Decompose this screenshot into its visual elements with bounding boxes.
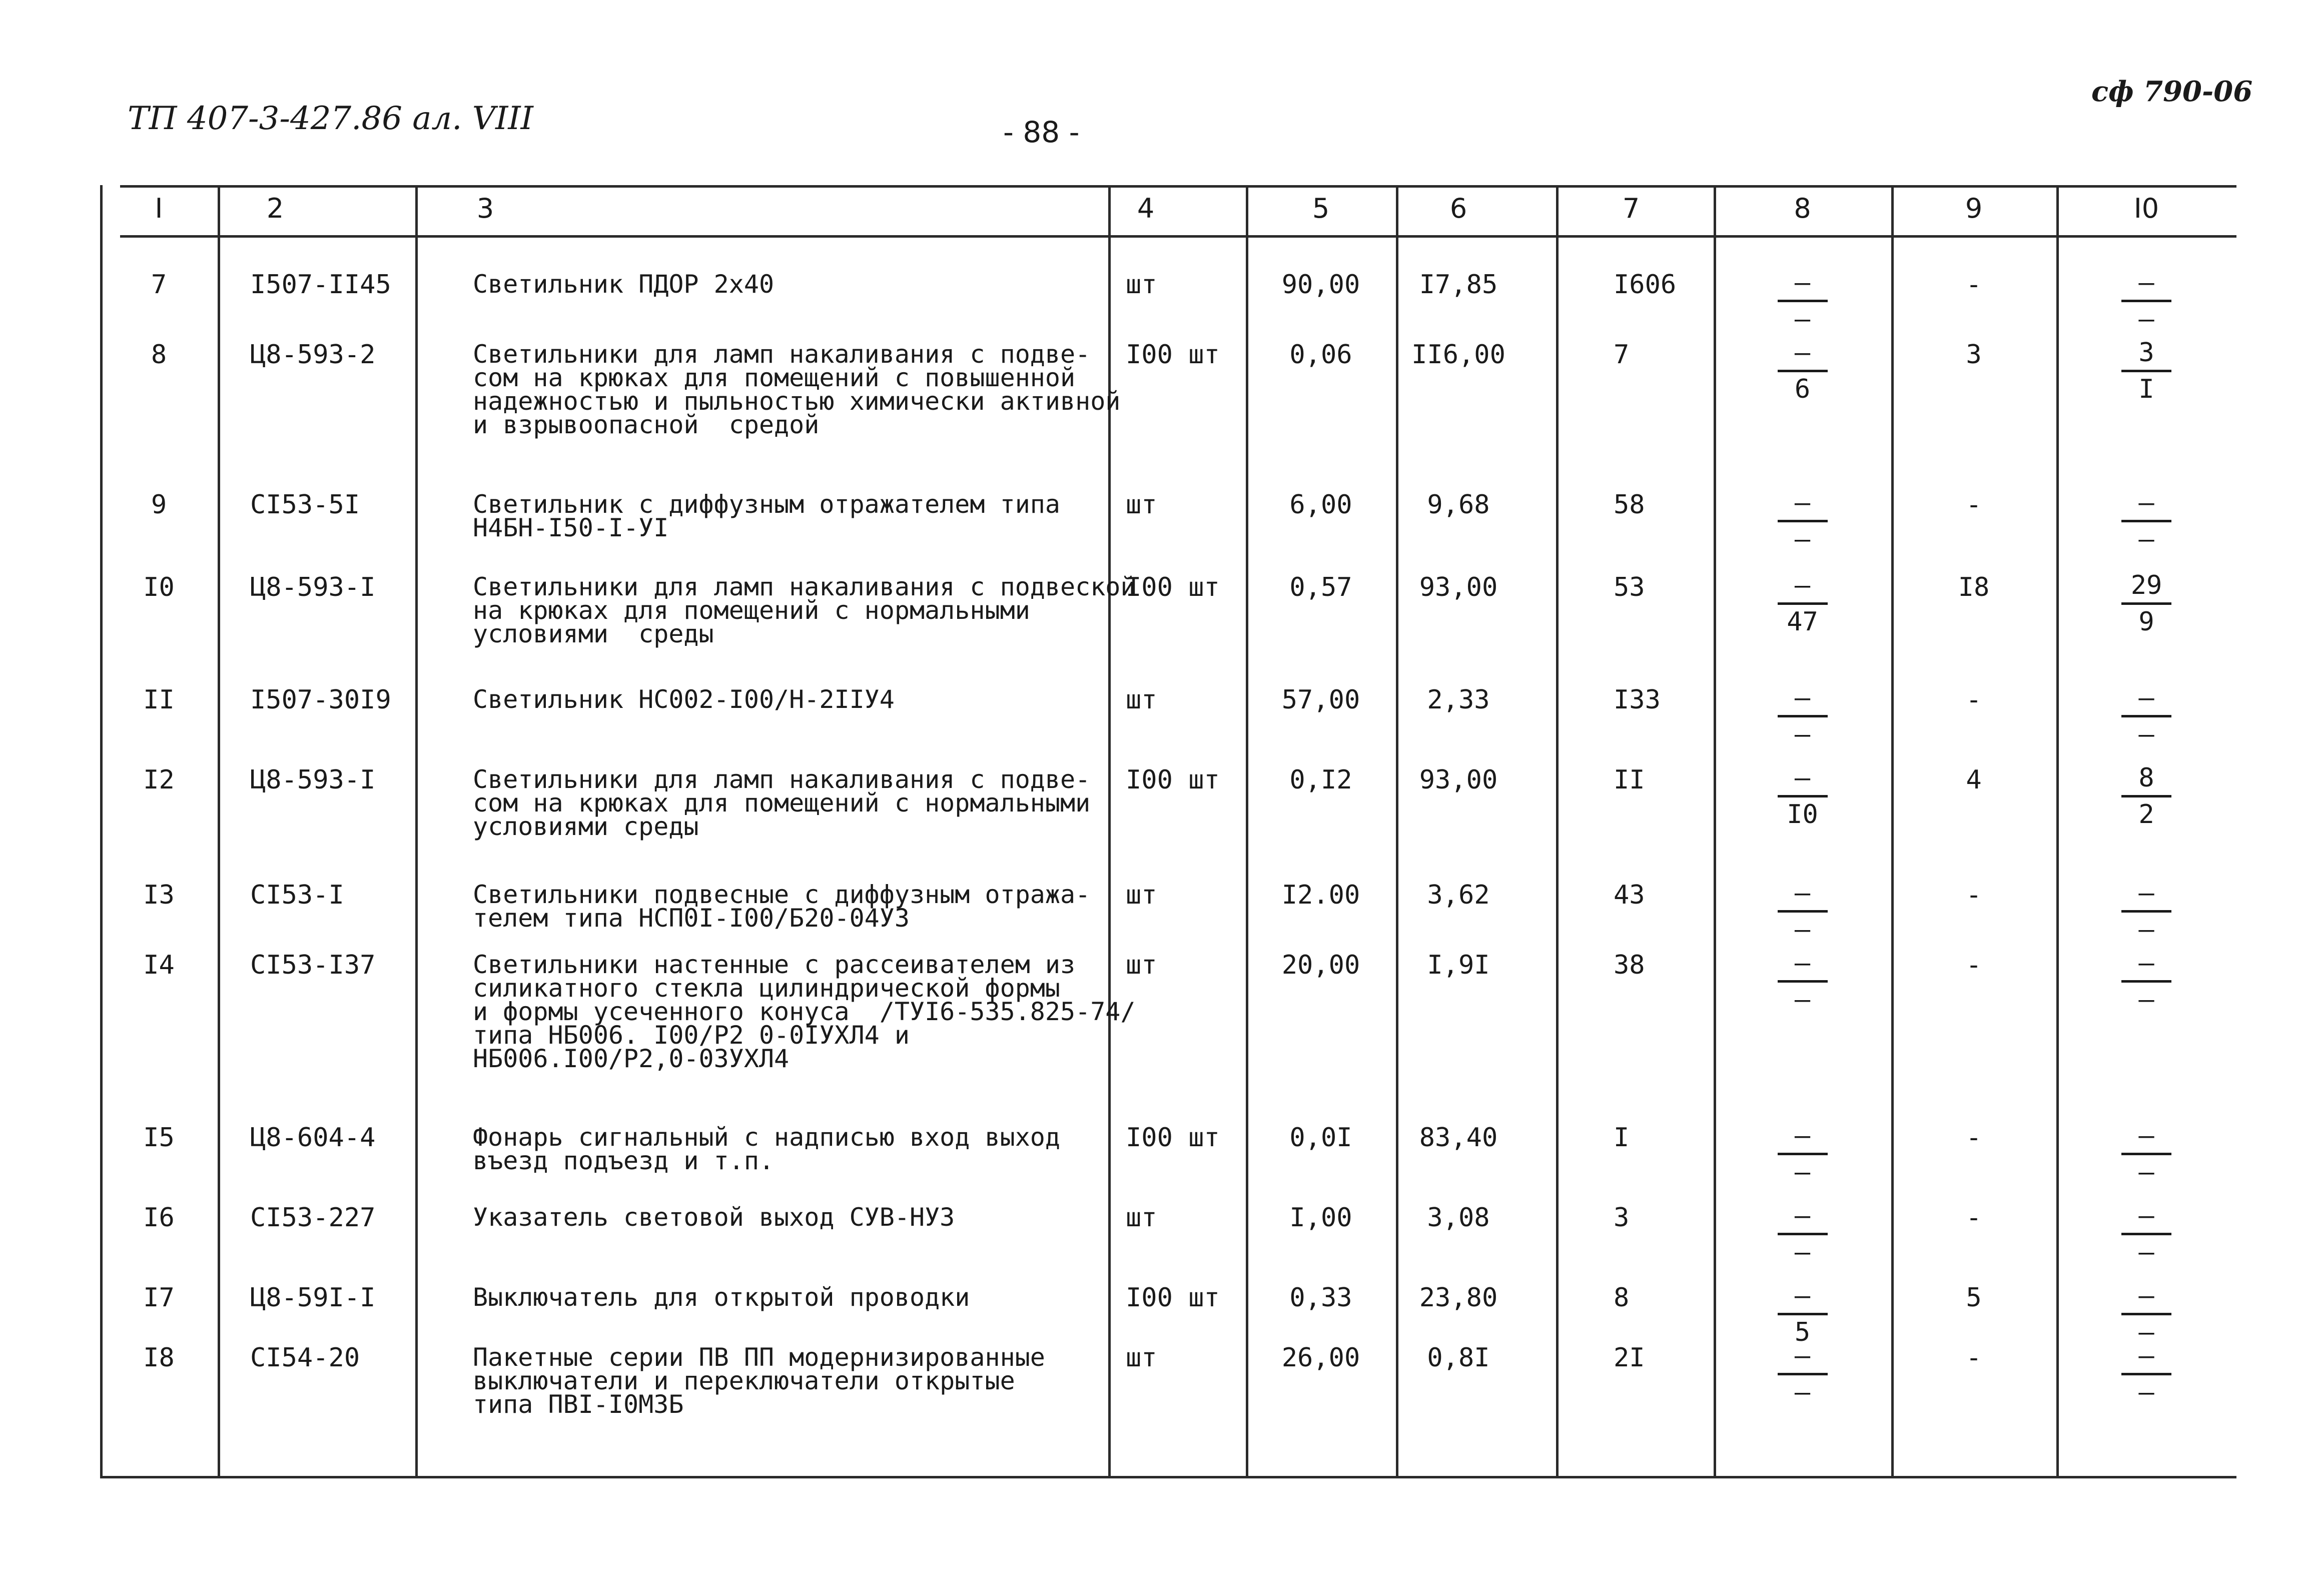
fraction-bar: [2121, 1233, 2171, 1235]
item-description: Пакетные серии ПВ ПП модернизированные выключатели и переключатели открытые типа ПВI-I0М3Б: [473, 1343, 1045, 1419]
fraction-numerator: —: [1794, 570, 1811, 600]
fraction-bar: [2121, 1373, 2171, 1375]
unit: шт: [1126, 1343, 1157, 1373]
fraction-denominator: —: [1794, 1157, 1811, 1187]
column-header: 4: [1137, 193, 1155, 224]
column-divider: [218, 185, 220, 1478]
fraction-denominator: 2: [2138, 800, 2154, 830]
fraction-numerator: —: [1794, 948, 1811, 978]
fraction-bar: [2121, 602, 2171, 605]
column-9-value: -: [1966, 270, 1982, 300]
row-number: 8: [151, 340, 167, 370]
column-10-fraction: [2056, 1201, 2236, 1267]
column-9-value: 3: [1966, 340, 1982, 370]
fraction-numerator: —: [2138, 1121, 2154, 1151]
fraction-numerator: —: [1794, 878, 1811, 908]
fraction-bar: [1778, 1153, 1828, 1155]
column-8-fraction: [1714, 338, 1891, 404]
item-code: Ц8-593-2: [250, 340, 376, 370]
price-value: 57,00: [1281, 685, 1360, 715]
column-10-fraction: [2056, 683, 2236, 749]
fraction-bar: [1778, 370, 1828, 372]
price-value: 26,00: [1281, 1343, 1360, 1373]
total-value: 53: [1614, 572, 1645, 602]
quantity-value: 93,00: [1419, 572, 1498, 602]
price-value: 0,0I: [1289, 1123, 1352, 1153]
item-description: Светильники для ламп накаливания с подвеской на крюках для помещений с нормальными условиями среды: [473, 572, 1136, 648]
price-value: 0,33: [1289, 1283, 1352, 1313]
item-description: Светильники настенные с рассеивателем из силикатного стекла цилиндрической формы и формы усеченного конуса /ТУI6-535.825-74/ типа НБ006. I00/Р2 0-0IУХЛ4 и НБ006.I00/Р2,0-03УХЛ4: [473, 950, 1136, 1073]
fraction-numerator: —: [1794, 1121, 1811, 1151]
column-8-fraction: [1714, 570, 1891, 637]
column-header: I: [155, 193, 163, 224]
column-header: 5: [1312, 193, 1330, 224]
column-10-fraction: [2056, 1281, 2236, 1347]
fraction-numerator: —: [1794, 1341, 1811, 1371]
column-header: I0: [2133, 193, 2159, 224]
fraction-bar: [2121, 300, 2171, 302]
fraction-bar: [2121, 1313, 2171, 1315]
quantity-value: 3,08: [1427, 1203, 1490, 1233]
price-value: 0,06: [1289, 340, 1352, 370]
item-code: Ц8-593-I: [250, 572, 376, 602]
row-number: I3: [143, 880, 175, 910]
column-9-value: -: [1966, 880, 1982, 910]
column-10-fraction: [2056, 1121, 2236, 1187]
price-value: 90,00: [1281, 270, 1360, 300]
fraction-numerator: —: [2138, 878, 2154, 908]
fraction-denominator: —: [1794, 524, 1811, 554]
fraction-denominator: I0: [1787, 800, 1818, 830]
fraction-numerator: —: [1794, 1281, 1811, 1311]
total-value: 43: [1614, 880, 1645, 910]
item-description: Светильник с диффузным отражателем типа Н4БН-I50-I-УI: [473, 490, 1060, 542]
column-9-value: -: [1966, 490, 1982, 520]
total-value: 58: [1614, 490, 1645, 520]
total-value: 3: [1614, 1203, 1630, 1233]
fraction-denominator: 9: [2138, 607, 2154, 637]
item-code: I507-II45: [250, 270, 391, 300]
total-value: I: [1614, 1123, 1630, 1153]
unit: I00 шт: [1126, 340, 1220, 370]
fraction-bar: [1778, 1233, 1828, 1235]
fraction-numerator: —: [2138, 948, 2154, 978]
fraction-bar: [2121, 715, 2171, 717]
quantity-value: I,9I: [1427, 950, 1490, 980]
fraction-denominator: 47: [1787, 607, 1818, 637]
column-9-value: -: [1966, 685, 1982, 715]
fraction-bar: [2121, 795, 2171, 797]
row-number: I8: [143, 1343, 175, 1373]
fraction-denominator: —: [2138, 1317, 2154, 1347]
fraction-numerator: 29: [2130, 570, 2162, 600]
unit: шт: [1126, 880, 1157, 910]
fraction-denominator: —: [1794, 915, 1811, 945]
fraction-numerator: —: [1794, 683, 1811, 713]
unit: шт: [1126, 270, 1157, 300]
fraction-denominator: —: [1794, 1377, 1811, 1407]
fraction-bar: [2121, 980, 2171, 983]
column-9-value: 5: [1966, 1283, 1982, 1313]
unit: шт: [1126, 490, 1157, 520]
item-description: Светильники для ламп накаливания с подве- сом на крюках для помещений с повышенной надежностью и пыльностью химически активной и взрывоопасной средой: [473, 340, 1121, 439]
total-value: II: [1614, 765, 1645, 795]
fraction-bar: [1778, 300, 1828, 302]
price-value: 0,57: [1289, 572, 1352, 602]
fraction-numerator: —: [1794, 268, 1811, 298]
column-8-fraction: [1714, 1281, 1891, 1347]
column-8-fraction: [1714, 1121, 1891, 1187]
row-number: II: [143, 685, 175, 715]
total-value: 38: [1614, 950, 1645, 980]
price-value: I,00: [1289, 1203, 1352, 1233]
fraction-bar: [1778, 910, 1828, 913]
fraction-numerator: —: [1794, 1201, 1811, 1231]
unit: I00 шт: [1126, 572, 1220, 602]
fraction-numerator: —: [2138, 1341, 2154, 1371]
item-description: Выключатель для открытой проводки: [473, 1283, 970, 1312]
fraction-numerator: —: [1794, 488, 1811, 518]
fraction-denominator: —: [2138, 719, 2154, 749]
fraction-bar: [1778, 980, 1828, 983]
table-bottom-border: [100, 1476, 2236, 1478]
item-description: Светильники подвесные с диффузным отража- телем типа НСП0I-I00/Б20-04УЗ: [473, 880, 1091, 933]
column-10-fraction: [2056, 878, 2236, 945]
row-number: I0: [143, 572, 175, 602]
price-value: 0,I2: [1289, 765, 1352, 795]
stamp-number: сф 790-06: [2091, 75, 2253, 108]
fraction-bar: [1778, 602, 1828, 605]
item-description: Фонарь сигнальный с надписью вход выход въезд подъезд и т.п.: [473, 1123, 1060, 1175]
column-header: 7: [1622, 193, 1640, 224]
fraction-bar: [1778, 795, 1828, 797]
item-description: Указатель световой выход СУВ-НУЗ: [473, 1203, 955, 1232]
fraction-bar: [1778, 715, 1828, 717]
unit: шт: [1126, 685, 1157, 715]
row-number: I4: [143, 950, 175, 980]
row-number: I6: [143, 1203, 175, 1233]
column-8-fraction: [1714, 948, 1891, 1015]
quantity-value: 23,80: [1419, 1283, 1498, 1313]
fraction-bar: [1778, 1313, 1828, 1315]
item-code: СI53-5I: [250, 490, 360, 520]
fraction-denominator: I: [2138, 374, 2154, 404]
column-8-fraction: [1714, 1341, 1891, 1407]
column-10-fraction: [2056, 1341, 2236, 1407]
item-description: Светильники для ламп накаливания с подве- сом на крюках для помещений с нормальными условиями среды: [473, 765, 1091, 841]
column-divider: [1396, 185, 1398, 1478]
total-value: I33: [1614, 685, 1661, 715]
unit: I00 шт: [1126, 765, 1220, 795]
column-10-fraction: [2056, 570, 2236, 637]
fraction-denominator: 5: [1794, 1317, 1811, 1347]
item-description: Светильник ПДОР 2х40: [473, 270, 775, 299]
column-10-fraction: [2056, 338, 2236, 404]
column-9-value: 4: [1966, 765, 1982, 795]
column-header: 9: [1965, 193, 1983, 224]
column-8-fraction: [1714, 488, 1891, 554]
column-8-fraction: [1714, 683, 1891, 749]
column-10-fraction: [2056, 948, 2236, 1015]
item-code: Ц8-59I-I: [250, 1283, 376, 1313]
header-bottom-border: [120, 235, 2236, 238]
total-value: I606: [1614, 270, 1677, 300]
fraction-bar: [1778, 520, 1828, 522]
fraction-denominator: —: [2138, 304, 2154, 334]
quantity-value: 83,40: [1419, 1123, 1498, 1153]
fraction-denominator: —: [2138, 1237, 2154, 1267]
fraction-numerator: —: [2138, 488, 2154, 518]
row-number: I5: [143, 1123, 175, 1153]
table-left-border: [100, 185, 103, 1478]
total-value: 2I: [1614, 1343, 1645, 1373]
fraction-numerator: —: [1794, 338, 1811, 368]
column-9-value: -: [1966, 1123, 1982, 1153]
table-top-border: [120, 185, 2236, 188]
item-code: СI53-I: [250, 880, 344, 910]
fraction-bar: [2121, 910, 2171, 913]
item-code: Ц8-593-I: [250, 765, 376, 795]
fraction-numerator: 8: [2138, 763, 2154, 793]
quantity-value: II6,00: [1411, 340, 1505, 370]
page-number: - 88 -: [1003, 115, 1080, 149]
column-header: 6: [1449, 193, 1467, 224]
column-8-fraction: [1714, 763, 1891, 830]
row-number: 7: [151, 270, 167, 300]
fraction-denominator: —: [1794, 719, 1811, 749]
fraction-denominator: —: [1794, 304, 1811, 334]
quantity-value: 3,62: [1427, 880, 1490, 910]
fraction-denominator: —: [2138, 985, 2154, 1015]
unit: шт: [1126, 950, 1157, 980]
column-8-fraction: [1714, 268, 1891, 334]
column-10-fraction: [2056, 488, 2236, 554]
fraction-denominator: —: [2138, 1157, 2154, 1187]
fraction-numerator: —: [2138, 1201, 2154, 1231]
column-9-value: I8: [1958, 572, 1990, 602]
price-value: 6,00: [1289, 490, 1352, 520]
fraction-numerator: —: [2138, 268, 2154, 298]
item-code: Ц8-604-4: [250, 1123, 376, 1153]
column-8-fraction: [1714, 878, 1891, 945]
column-header: 3: [476, 193, 494, 224]
quantity-value: I7,85: [1419, 270, 1498, 300]
fraction-numerator: —: [1794, 763, 1811, 793]
column-header: 2: [266, 193, 284, 224]
column-9-value: -: [1966, 1343, 1982, 1373]
row-number: I2: [143, 765, 175, 795]
price-value: I2.00: [1281, 880, 1360, 910]
fraction-numerator: —: [2138, 683, 2154, 713]
fraction-bar: [1778, 1373, 1828, 1375]
item-code: I507-30I9: [250, 685, 391, 715]
column-header: 8: [1794, 193, 1811, 224]
item-code: СI53-227: [250, 1203, 376, 1233]
column-divider: [1556, 185, 1559, 1478]
quantity-value: 0,8I: [1427, 1343, 1490, 1373]
fraction-denominator: —: [1794, 985, 1811, 1015]
column-8-fraction: [1714, 1201, 1891, 1267]
item-code: СI54-20: [250, 1343, 360, 1373]
fraction-denominator: —: [1794, 1237, 1811, 1267]
total-value: 8: [1614, 1283, 1630, 1313]
column-10-fraction: [2056, 763, 2236, 830]
unit: I00 шт: [1126, 1283, 1220, 1313]
fraction-numerator: 3: [2138, 338, 2154, 368]
quantity-value: 93,00: [1419, 765, 1498, 795]
fraction-bar: [2121, 520, 2171, 522]
unit: I00 шт: [1126, 1123, 1220, 1153]
fraction-bar: [2121, 370, 2171, 372]
column-9-value: -: [1966, 1203, 1982, 1233]
price-value: 20,00: [1281, 950, 1360, 980]
quantity-value: 9,68: [1427, 490, 1490, 520]
fraction-numerator: —: [2138, 1281, 2154, 1311]
total-value: 7: [1614, 340, 1630, 370]
fraction-denominator: —: [2138, 1377, 2154, 1407]
fraction-denominator: 6: [1794, 374, 1811, 404]
column-9-value: -: [1966, 950, 1982, 980]
fraction-bar: [2121, 1153, 2171, 1155]
row-number: I7: [143, 1283, 175, 1313]
unit: шт: [1126, 1203, 1157, 1233]
quantity-value: 2,33: [1427, 685, 1490, 715]
column-10-fraction: [2056, 268, 2236, 334]
fraction-denominator: —: [2138, 524, 2154, 554]
column-divider: [1246, 185, 1248, 1478]
column-divider: [1891, 185, 1894, 1478]
item-code: СI53-I37: [250, 950, 376, 980]
item-description: Светильник НС002-I00/Н-2IIУ4: [473, 685, 895, 714]
row-number: 9: [151, 490, 167, 520]
document-code: ТП 407-3-427.86 ал. VIII: [128, 100, 533, 137]
fraction-denominator: —: [2138, 915, 2154, 945]
column-divider: [415, 185, 418, 1478]
